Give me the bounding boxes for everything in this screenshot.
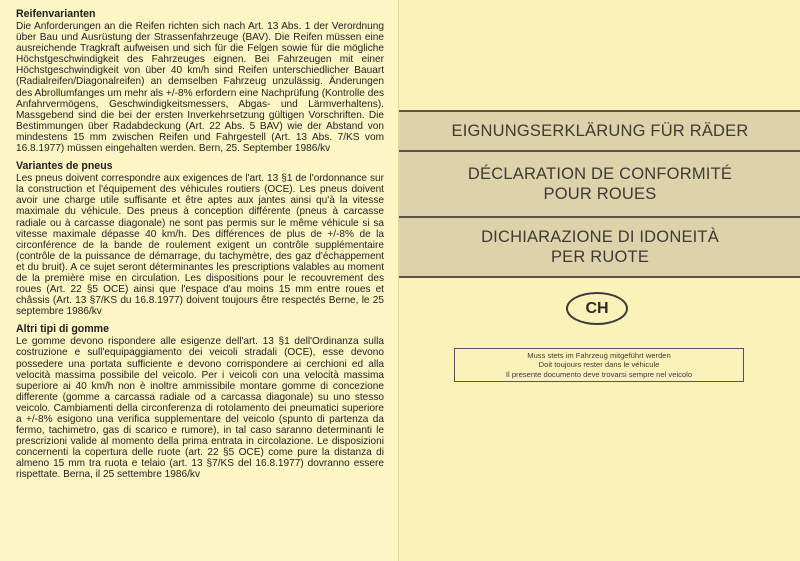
section-text-german: Die Anforderungen an die Reifen richten sich nach Art. 13 Abs. 1 der Verordnung über Bau und Ausrüstung der Strassenfahrzeuge (BAV). Die Reifen müssen eine ausreichende Tragkraft aufweisen und sich für die Felgen sowie für die mögliche Höchstgeschwindigkeit des Fahrzeuges eignen. Bei Fahrzeugen mit einer Höchstgeschwindigkeit von über 40 km/h sind Reifen unterschiedlicher Bauart (Radialreifen/Diagonalreifen) an demselben Fahrzeug unzulässig. Änderungen des Abrollumfanges um mehr als +/-8% erfordern eine Nachprüfung (Kontrolle des Anfahrvermögens, Geschwindigkeitsmessers, Abgas- und Lärmverhaltens). Massgebend sind die bei der ersten Inverkehrsetzung gültigen Vorschriften. Die Bestimmungen über Radabdeckung (Art. 22 Abs. 5 BAV) wie der Abstand von mindestens 15 mm zwischen Reifen und Fahrgestell (Art. 13 Abs. 7/KS vom 16.8.1977) müssen eingehalten werden. Bern, 25. September 1986/kv: [16, 21, 384, 155]
country-code: CH: [585, 299, 609, 317]
section-german: [16, 8, 384, 154]
notice-italian: Il presente documento deve trovarsi sempre nel veicolo: [505, 369, 693, 379]
title-band-italian: [399, 218, 800, 276]
section-title-italian: Altri tipi di gomme: [16, 323, 109, 336]
title-german: EIGNUNGSERKLÄRUNG FÜR RÄDER: [451, 122, 749, 140]
section-title-french: Variantes de pneus: [16, 160, 113, 173]
section-text-french: Les pneus doivent correspondre aux exigences de l'art. 13 §1 de l'ordonnance sur la construction et l'équipement des véhicules routiers (OCE). Les pneus doivent avoir une charge utile suffisante et être aptes aux jantes ainsi qu'à la vitesse maximale du véhicule. Des pneus à conception différente (pneus à carcasse radiale ou à carcasse diagonale) ne sont pas permis sur le même véhicule si sa vitesse maximale dépasse 40 km/h. Des différences de plus de +/-8% de la circonférence de la bande de roulement exigent un contrôle supplémentaire (contrôle de la puissance de démarrage, du tachymètre, des gaz d'échappement et du bruit). A ce sujet seront déterminantes les prescriptions valables au moment de la première mise en circulation. Les dispositions pour le recouvrement des roues (Art. 22 §5 OCE) ainsi que l'espace d'au moins 15 mm entre roues et châssis (Art. 13 §7/KS du 16.8.1977) doivent toujours être respectés Berne, le 25 septembre 1986/kv: [16, 173, 384, 318]
title-french-line2: POUR ROUES: [543, 185, 657, 203]
vehicle-notice-box: [454, 348, 744, 382]
section-text-italian: Le gomme devono rispondere alle esigenze dell'art. 13 §1 dell'Ordinanza sulla costruzione e sull'equipaggiamento dei veicoli stradali (OCE), esse devono possedere una portata sufficiente e devono corrispondere ai cerchioni ed alla velocità massima possibile del veicolo. Per i veicoli con una velocità massima superiore ai 40 km/h non è inoltre ammissibile montare gomme di concezione differente (gomme a carcassa radiale od a carcassa diagonale) su uno stesso veicolo. Cambiamenti della circonferenza di rotolamento dei pneumatici superiore a +/-8% esigono una verifica supplementare del veicolo (spunto di partenza da fermo, tachimetro, gas di scarico e rumore), in tal caso saranno determinanti le prescrizioni valide al momento della prima entrata in circolazione. Le disposizioni concernenti la copertura delle ruote (art. 22 §5 OCE) come pure la distanza di almeno 15 mm tra ruota e telaio (art. 13 §7/KS del 16.8.1977) dovranno essere rispettate. Berna, il 25 settembre 1986/kv: [16, 336, 384, 481]
section-french: [16, 160, 384, 317]
notice-french: Doit toujours rester dans le véhicule: [538, 360, 660, 370]
country-code-badge: [566, 292, 628, 325]
right-page: [398, 0, 800, 561]
title-italian-line2: PER RUOTE: [550, 248, 650, 266]
title-band-german: [399, 112, 800, 150]
section-italian: [16, 323, 384, 480]
title-italian-line1: DICHIARAZIONE DI IDONEITÀ: [481, 228, 719, 246]
title-french-line1: DÉCLARATION DE CONFORMITÉ: [467, 165, 733, 183]
title-band-french: [399, 152, 800, 216]
notice-german: Muss stets im Fahrzeug mitgeführt werden: [527, 350, 671, 360]
divider-bottom: [399, 276, 800, 278]
left-page: [0, 0, 398, 561]
section-title-german: Reifenvarianten: [16, 8, 96, 20]
